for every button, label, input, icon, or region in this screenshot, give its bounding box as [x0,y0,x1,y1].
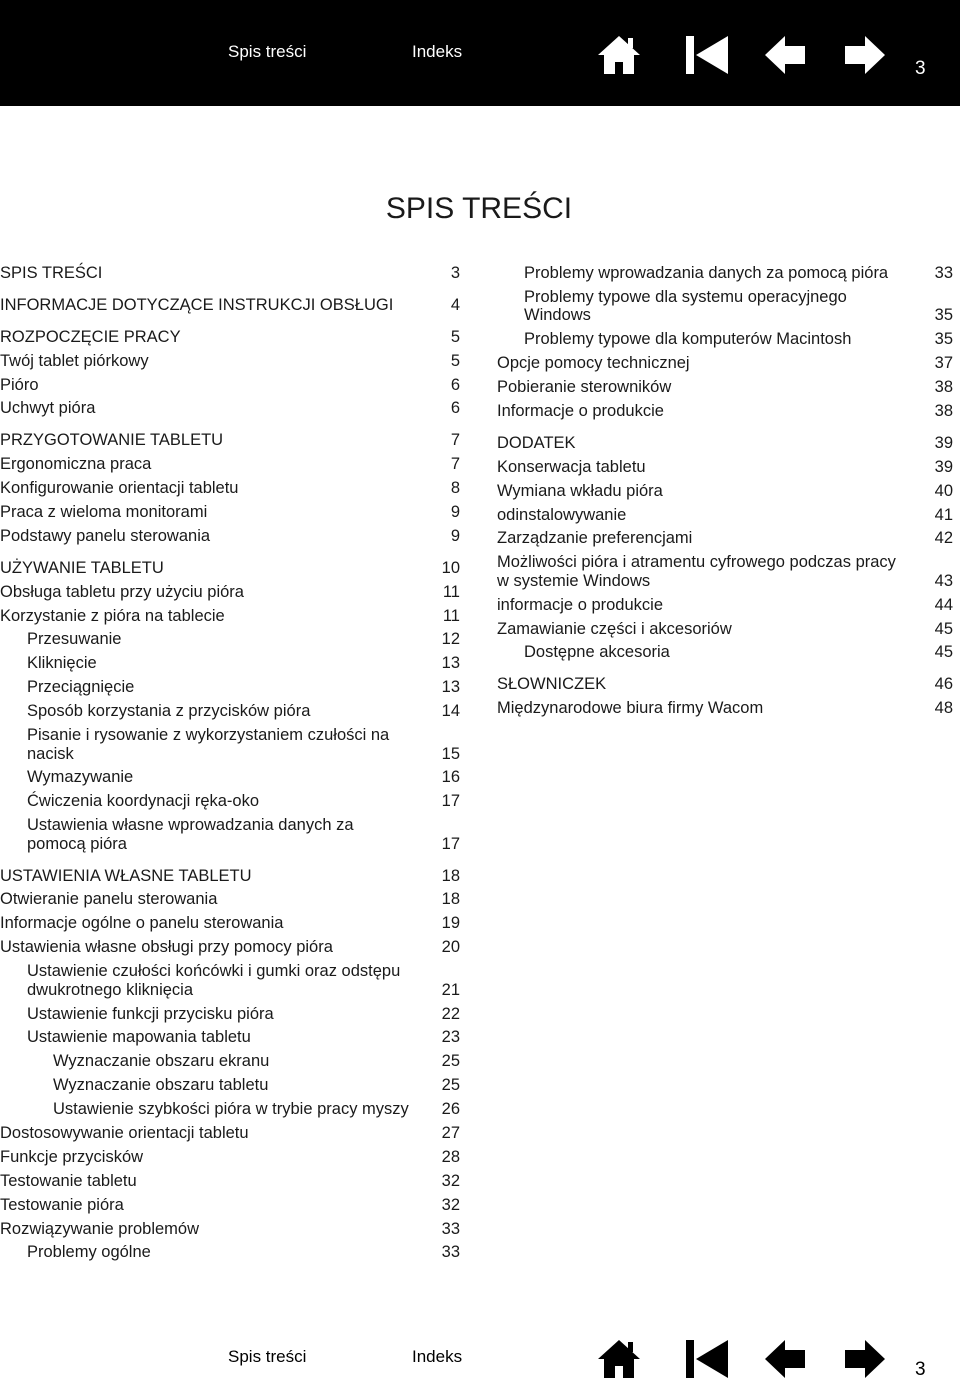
toc-entry-title: Możliwości pióra i atramentu cyfrowego podczas pracy w systemie Windows [497,553,896,590]
toc-entry[interactable] [0,1145,460,1169]
toc-entry-page: 15 [441,744,460,763]
toc-entry[interactable] [497,479,953,503]
toc-entry-title: Ustawienie czułości końcówki i gumki oraz odstępu dwukrotnego kliknięcia [27,962,401,999]
toc-entry[interactable] [0,675,460,699]
toc-entry[interactable] [0,349,460,373]
toc-entry[interactable] [497,640,953,664]
toc-entry-page: 35 [934,330,953,349]
toc-entry-title: Otwieranie panelu sterowania [0,890,218,909]
toc-entry-page: 44 [934,595,953,614]
toc-entry-page: 28 [441,1147,460,1166]
toc-entry-page: 14 [441,702,460,721]
toc-link-bottom[interactable]: Spis treści [228,1347,307,1366]
toc-entry-title: Ustawienie mapowania tabletu [27,1028,251,1047]
toc-entry-page: 8 [450,479,460,498]
toc-entry-page: 13 [441,678,460,697]
toc-entry-page: 40 [934,481,953,500]
toc-entry-page: 18 [441,890,460,909]
toc-entry-title: Pióro [0,375,39,394]
toc-entry-title: odinstalowywanie [497,505,627,524]
toc-left-column [0,261,460,1264]
toc-entry-title: Problemy typowe dla komputerów Macintosh [524,330,852,349]
toc-entry-title: Ustawienie szybkości pióra w trybie pracy myszy [53,1100,409,1119]
toc-entry-title: Praca z wieloma monitorami [0,503,208,522]
toc-entry[interactable] [497,550,953,592]
toc-entry-title: Ustawienia własne wprowadzania danych za pomocą pióra [27,816,354,853]
toc-entry-page: 6 [450,375,460,394]
toc-entry[interactable] [0,627,460,651]
toc-entry-page: 25 [441,1052,460,1071]
toc-entry-page: 32 [441,1195,460,1214]
toc-entry[interactable] [0,1193,460,1217]
home-icon[interactable] [596,34,642,76]
toc-entry[interactable] [497,285,953,327]
toc-entry-title: Ustawienie funkcji przycisku pióra [27,1004,274,1023]
toc-entry-title: Wyznaczanie obszaru tabletu [53,1076,269,1095]
toc-entry[interactable] [497,261,953,285]
toc-entry-page: 19 [441,914,460,933]
toc-entry-title: SPIS TREŚCI [0,264,103,282]
toc-entry-page: 45 [934,619,953,638]
toc-entry[interactable] [0,1049,460,1073]
toc-entry[interactable] [0,580,460,604]
toc-entry[interactable] [497,503,953,527]
toc-entry[interactable] [0,556,460,580]
toc-entry[interactable] [0,864,460,888]
next-page-icon[interactable] [843,1338,887,1380]
first-page-icon[interactable] [684,34,730,76]
page-number: 3 [915,58,926,79]
toc-entry[interactable] [0,1002,460,1026]
toc-entry-title: Twój tablet piórkowy [0,351,149,370]
toc-entry-page: 13 [441,654,460,673]
toc-entry-title: Zarządzanie preferencjami [497,529,693,548]
index-link-bottom[interactable]: Indeks [412,1347,463,1366]
toc-right-column [497,261,953,720]
toc-entry-title: Wymazywanie [27,768,134,787]
toc-entry-title: Konfigurowanie orientacji tabletu [0,479,239,498]
toc-entry[interactable] [497,327,953,351]
toc-entry[interactable] [497,696,953,720]
toc-entry-title: Testowanie pióra [0,1195,124,1214]
toc-entry-title: SŁOWNICZEK [497,675,607,694]
toc-entry-page: 37 [934,354,953,373]
toc-entry-page: 33 [441,1243,460,1262]
toc-entry-title: Problemy typowe dla systemu operacyjnego Windows [524,287,847,325]
toc-entry-title: ROZPOCZĘCIE PRACY [0,327,181,346]
toc-entry-title: Uchwyt pióra [0,399,96,418]
toc-entry[interactable] [0,524,460,548]
toc-entry[interactable] [0,261,460,285]
toc-entry-title: Opcje pomocy technicznej [497,354,690,373]
toc-entry[interactable] [497,375,953,399]
toc-entry-title: Problemy wprowadzania danych za pomocą pióra [524,264,889,282]
toc-entry-page: 27 [441,1124,460,1142]
toc-entry-title: INFORMACJE DOTYCZĄCE INSTRUKCJI OBSŁUGI [0,295,394,314]
toc-entry[interactable] [0,1097,460,1121]
toc-entry-title: Przeciągnięcie [27,678,135,697]
toc-entry-page: 10 [441,558,460,577]
toc-entry-page: 9 [450,526,460,545]
next-page-icon[interactable] [843,34,887,76]
toc-entry-title: Ćwiczenia koordynacji ręka-oko [27,792,260,811]
toc-entry[interactable] [0,723,460,765]
toc-entry-title: Informacje o produkcie [497,401,664,420]
toc-entry-title: UŻYWANIE TABLETU [0,558,164,577]
toc-entry-page: 6 [450,399,460,418]
toc-entry[interactable] [0,396,460,420]
toc-entry[interactable] [0,373,460,397]
toc-entry[interactable] [0,604,460,628]
toc-entry-page: 22 [441,1004,460,1023]
toc-link[interactable]: Spis treści [228,42,307,61]
toc-entry-page: 42 [934,529,953,548]
page-number-bottom: 3 [915,1359,926,1380]
toc-entry[interactable] [0,699,460,723]
toc-entry[interactable] [0,887,460,911]
toc-entry[interactable] [0,1025,460,1049]
toc-entry-page: 25 [441,1076,460,1095]
toc-entry[interactable] [0,959,460,1001]
toc-entry[interactable] [0,1073,460,1097]
toc-entry[interactable] [0,452,460,476]
toc-entry[interactable] [0,651,460,675]
toc-entry[interactable] [0,476,460,500]
previous-page-icon[interactable] [763,1338,807,1380]
toc-entry-page: 3 [450,264,460,282]
toc-entry-page: 33 [934,264,953,282]
toc-entry-title: Problemy ogólne [27,1243,151,1262]
toc-entry[interactable] [0,911,460,935]
top-navigation-bar [0,0,960,106]
toc-entry[interactable] [497,399,953,423]
toc-entry-title: Funkcje przycisków [0,1147,144,1166]
toc-entry[interactable] [0,1121,460,1145]
toc-entry[interactable] [0,1240,460,1264]
toc-entry-page: 46 [934,675,953,694]
index-link[interactable]: Indeks [412,42,463,61]
toc-entry-page: 48 [934,699,953,718]
first-page-icon[interactable] [684,1338,730,1380]
toc-entry[interactable] [0,813,460,855]
toc-entry-title: Ustawienia własne obsługi przy pomocy pióra [0,938,333,957]
toc-entry-title: Testowanie tabletu [0,1171,137,1190]
toc-entry-title: informacje o produkcie [497,595,663,614]
toc-entry[interactable] [497,617,953,641]
toc-entry-title: Wyznaczanie obszaru ekranu [53,1052,270,1071]
toc-entry-title: Dostępne akcesoria [524,643,670,662]
toc-entry-title: Informacje ogólne o panelu sterowania [0,914,284,933]
toc-entry-page: 41 [934,505,953,524]
toc-entry-title: Przesuwanie [27,630,122,649]
toc-entry[interactable] [0,765,460,789]
toc-entry-title: Podstawy panelu sterowania [0,526,211,545]
toc-entry-title: Rozwiązywanie problemów [0,1219,199,1238]
toc-entry-title: USTAWIENIA WŁASNE TABLETU [0,866,252,885]
toc-entry[interactable] [0,293,460,317]
toc-entry[interactable] [497,672,953,696]
toc-entry-title: Ergonomiczna praca [0,455,152,474]
toc-entry-page: 21 [441,980,460,999]
toc-entry-page: 12 [441,630,460,649]
toc-entry-title: Wymiana wkładu pióra [497,481,663,500]
toc-entry-page: 26 [441,1100,460,1119]
toc-entry-page: 18 [441,866,460,885]
toc-entry[interactable] [0,428,460,452]
toc-entry-page: 4 [450,295,460,314]
toc-entry[interactable] [497,593,953,617]
home-icon[interactable] [596,1338,642,1380]
toc-entry[interactable] [0,325,460,349]
toc-entry-title: Dostosowywanie orientacji tabletu [0,1124,249,1142]
toc-entry-title: Pisanie i rysowanie z wykorzystaniem czułości na nacisk [27,726,390,763]
toc-entry-title: Obsługa tabletu przy użyciu pióra [0,582,244,601]
previous-page-icon[interactable] [763,34,807,76]
toc-entry-title: Międzynarodowe biura firmy Wacom [497,699,764,718]
toc-entry-page: 39 [934,433,953,452]
toc-entry-page: 45 [934,643,953,662]
toc-entry-title: PRZYGOTOWANIE TABLETU [0,431,224,450]
toc-entry-page: 11 [442,606,460,625]
toc-entry-title: DODATEK [497,433,576,452]
toc-entry[interactable] [497,455,953,479]
toc-entry-page: 5 [450,327,460,346]
toc-entry-page: 5 [450,351,460,370]
toc-entry-page: 23 [441,1028,460,1047]
toc-entry-page: 35 [934,306,953,325]
toc-entry[interactable] [497,526,953,550]
toc-entry[interactable] [0,1169,460,1193]
toc-entry-page: 7 [450,455,460,474]
toc-entry-page: 17 [441,834,460,853]
toc-entry[interactable] [0,789,460,813]
toc-entry[interactable] [0,1217,460,1241]
toc-entry-title: Konserwacja tabletu [497,457,646,476]
page-title: SPIS TREŚCI [385,192,573,225]
toc-entry-page: 39 [934,457,953,476]
toc-entry-title: Korzystanie z pióra na tablecie [0,606,225,625]
toc-entry-page: 16 [441,768,460,787]
toc-entry-title: Zamawianie części i akcesoriów [497,619,732,638]
toc-entry-page: 43 [934,571,953,590]
toc-entry-title: Kliknięcie [27,654,97,673]
toc-entry[interactable] [497,431,953,455]
toc-entry-page: 32 [441,1171,460,1190]
toc-entry-title: Sposób korzystania z przycisków pióra [27,702,311,721]
toc-entry[interactable] [497,351,953,375]
toc-entry-page: 33 [441,1219,460,1238]
toc-entry-title: Pobieranie sterowników [497,378,672,397]
toc-entry-page: 17 [441,792,460,811]
toc-entry-page: 38 [934,401,953,420]
toc-entry-page: 9 [450,503,460,522]
toc-entry[interactable] [0,500,460,524]
toc-entry[interactable] [0,935,460,959]
toc-entry-page: 11 [442,582,460,601]
toc-entry-page: 7 [450,431,460,450]
toc-entry-page: 38 [934,378,953,397]
toc-entry-page: 20 [441,938,460,957]
